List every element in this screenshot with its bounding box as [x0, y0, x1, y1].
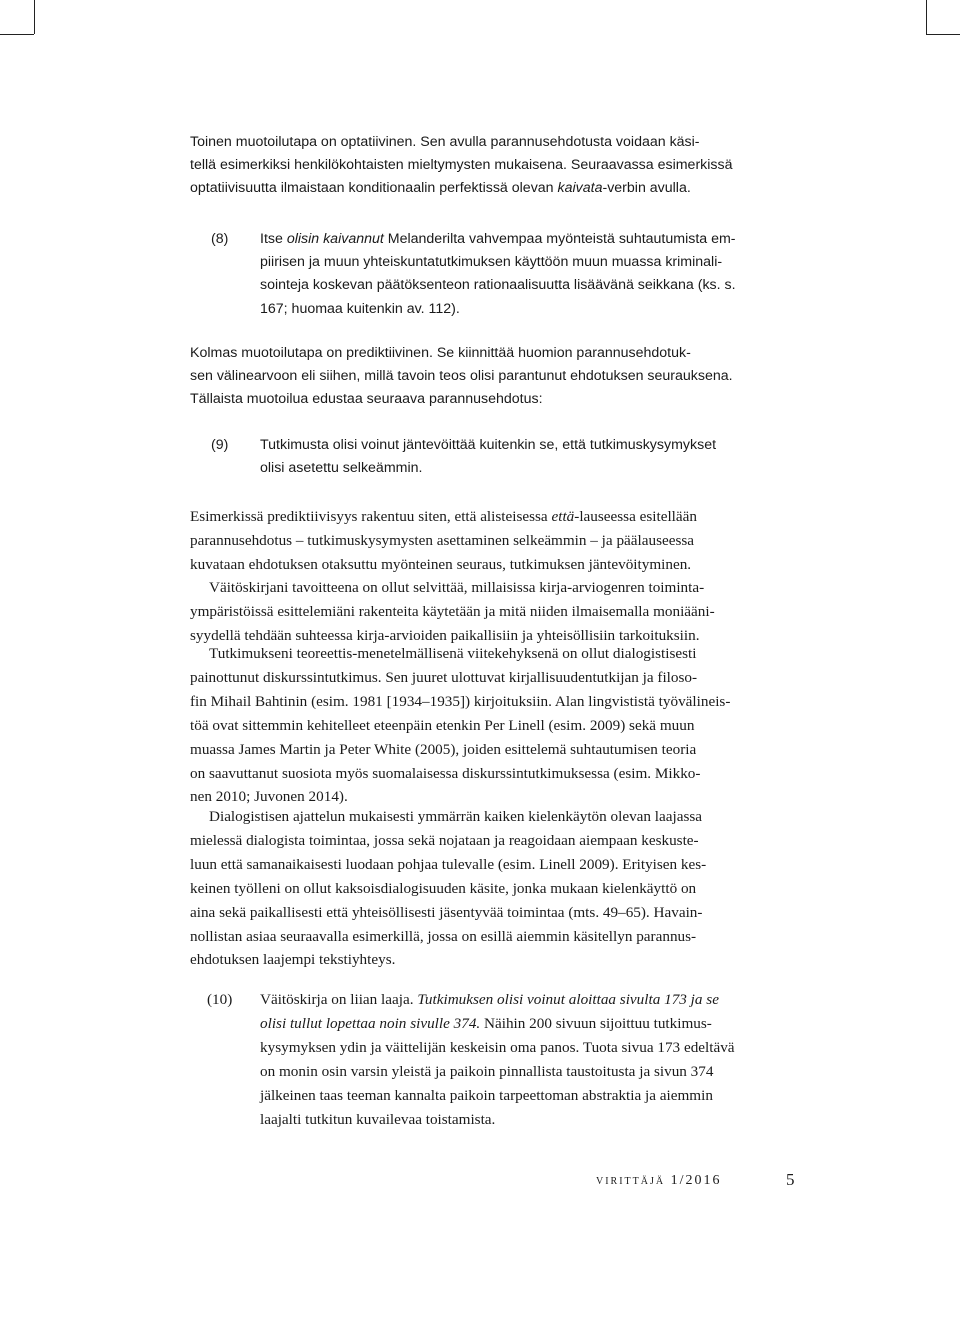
paragraph-optative: [190, 131, 798, 201]
text-line: on saavuttanut suosiota myös suomalaisessa diskurssintutkimuksessa (esim. Mikko-: [190, 764, 701, 782]
page-number: 5: [786, 1170, 795, 1189]
crop-mark-left: [0, 34, 34, 35]
text-line: nen 2010; Juvonen 2014).: [190, 788, 348, 806]
text-line: piirisen ja muun yhteiskuntatutkimuksen käyttöön muun muassa kriminali-: [260, 254, 723, 271]
text-line: olisi tullut lopettaa noin sivulle 374. Näihin 200 sivuun sijoittuu tutkimus-: [260, 1014, 712, 1032]
text-line: kysymyksen ydin ja väittelijän keskeisin oma panos. Tuota sivua 173 edeltävä: [260, 1038, 735, 1056]
text-line: tellä esimerkiksi henkilökohtaisten mieltymysten mukaisena. Seuraavassa esimerkissä: [190, 157, 733, 174]
text-line: Toinen muotoilutapa on optatiivinen. Sen avulla parannusehdotusta voidaan käsi-: [190, 134, 700, 150]
text-line: Esimerkissä prediktiivisyys rakentuu siten, että alisteisessa että-lauseessa esitellään: [190, 508, 697, 525]
text-line: Tutkimusta olisi voinut jäntevöittää kuitenkin se, että tutkimuskysymykset: [260, 437, 717, 453]
text-line: sointeja koskevan päätöksenteon rationaalisuutta lisäävänä seikkana (ks. s.: [260, 277, 736, 294]
crop-mark-top-left: [34, 0, 35, 34]
text-line: parannusehdotus – tutkimuskysymysten asettaminen selkeämmin – ja päälauseessa: [190, 531, 695, 549]
text-line: 167; huomaa kuitenkin av. 112).: [260, 300, 460, 317]
text-line: ympäristöissä esittelemiäni rakenteita käytetään ja mitä niiden ilmaisemalla moniääni-: [190, 602, 715, 620]
crop-mark-right: [926, 34, 960, 35]
paragraph-dialogism: [190, 805, 798, 972]
text-line: kuvataan ehdotuksen otaksuttu myönteinen seuraus, tutkimuksen jäntevöityminen.: [190, 555, 692, 573]
text-line: Väitöskirja on liian laaja. Tutkimuksen olisi voinut aloittaa sivulta 173 ja se: [260, 991, 719, 1008]
example-text: [260, 988, 800, 1131]
example-text: [260, 228, 800, 321]
paragraph-example-analysis: [190, 505, 798, 577]
paragraph-theoretical-framework: [190, 642, 798, 809]
journal-footer: virittäjä 1/2016: [596, 1173, 722, 1188]
text-line: on monin osin varsin yleistä ja paikoin pinnallista taustoitusta ja sivun 374: [260, 1062, 714, 1080]
text-line: aina sekä paikallisesti että yhteisöllisesti jäsentyvää toimintaa (mts. 49–65). Havain-: [190, 903, 703, 921]
text-line: optatiivisuutta ilmaistaan konditionaalin perfektissä olevan kaivata-verbin avulla.: [190, 180, 691, 197]
crop-mark-top-right: [926, 0, 927, 34]
example-number: (9): [211, 437, 229, 453]
paragraph-dissertation-goal: [190, 576, 798, 648]
text-line: mielessä dialogista toimintaa, jossa sekä nojataan ja reagoidaan aiempaan keskuste-: [190, 831, 699, 849]
text-line: sen välinearvoon eli siihen, millä tavoin teos olisi parantunut ehdotuksen seurauksena.: [190, 368, 733, 385]
example-text: [260, 434, 800, 480]
text-line: nollistan asiaa seuraavalla esimerkillä, jossa on esillä aiemmin käsitellyn parannus-: [190, 927, 697, 945]
text-line: fin Mihail Bahtinin (esim. 1981 [1934–1935]) kirjoituksiin. Alan lingvististä työvälineis-: [190, 692, 731, 710]
text-line: muassa James Martin ja Peter White (2005), joiden esittelemä suhtautumisen teoria: [190, 740, 697, 758]
text-line: Dialogistisen ajattelun mukaisesti ymmärrän kaiken kielenkäytön olevan laajassa: [209, 808, 703, 825]
text-line: laajalti tutkitun kuvailevaa toistamista.: [260, 1110, 496, 1128]
text-line: ehdotuksen laajempi tekstiyhteys.: [190, 951, 396, 969]
text-line: töä ovat sittemmin kehitelleet eteenpäin etenkin Per Linell (esim. 2009) sekä muun: [190, 716, 695, 734]
text-line: olisi asetettu selkeämmin.: [260, 460, 423, 477]
example-number: (8): [211, 231, 229, 247]
text-line: Tutkimukseni teoreettis-menetelmällisenä viitekehyksenä on ollut dialogistisesti: [209, 645, 697, 662]
text-line: syydellä tehdään suhteessa kirja-arvioiden paikallisiin ja yhteisöllisiin tarkoituksiin.: [190, 626, 700, 644]
text-line: painottunut diskurssintutkimus. Sen juuret ulottuvat kirjallisuudentutkijan ja filoso-: [190, 668, 698, 686]
text-line: Väitöskirjani tavoitteena on ollut selvittää, millaisissa kirja-arviogenren toiminta-: [209, 579, 705, 596]
text-line: Tällaista muotoilua edustaa seuraava parannusehdotus:: [190, 391, 543, 408]
text-line: keinen työlleni on ollut kaksoisdialogisuuden käsite, jonka mukaan kielenkäyttö on: [190, 879, 697, 897]
example-number: (10): [207, 991, 233, 1008]
paragraph-predictive: [190, 342, 798, 412]
text-line: luun että samanaikaisesti luodaan pohjaa tulevalle (esim. Linell 2009). Erityisen kes-: [190, 855, 707, 873]
text-line: jälkeinen taas teeman kannalta paikoin tarpeettoman abstraktia ja aiemmin: [260, 1086, 713, 1104]
text-line: Itse olisin kaivannut Melanderilta vahvempaa myönteistä suhtautumista em-: [260, 231, 736, 247]
text-line: Kolmas muotoilutapa on prediktiivinen. Se kiinnittää huomion parannusehdotuk-: [190, 345, 691, 361]
